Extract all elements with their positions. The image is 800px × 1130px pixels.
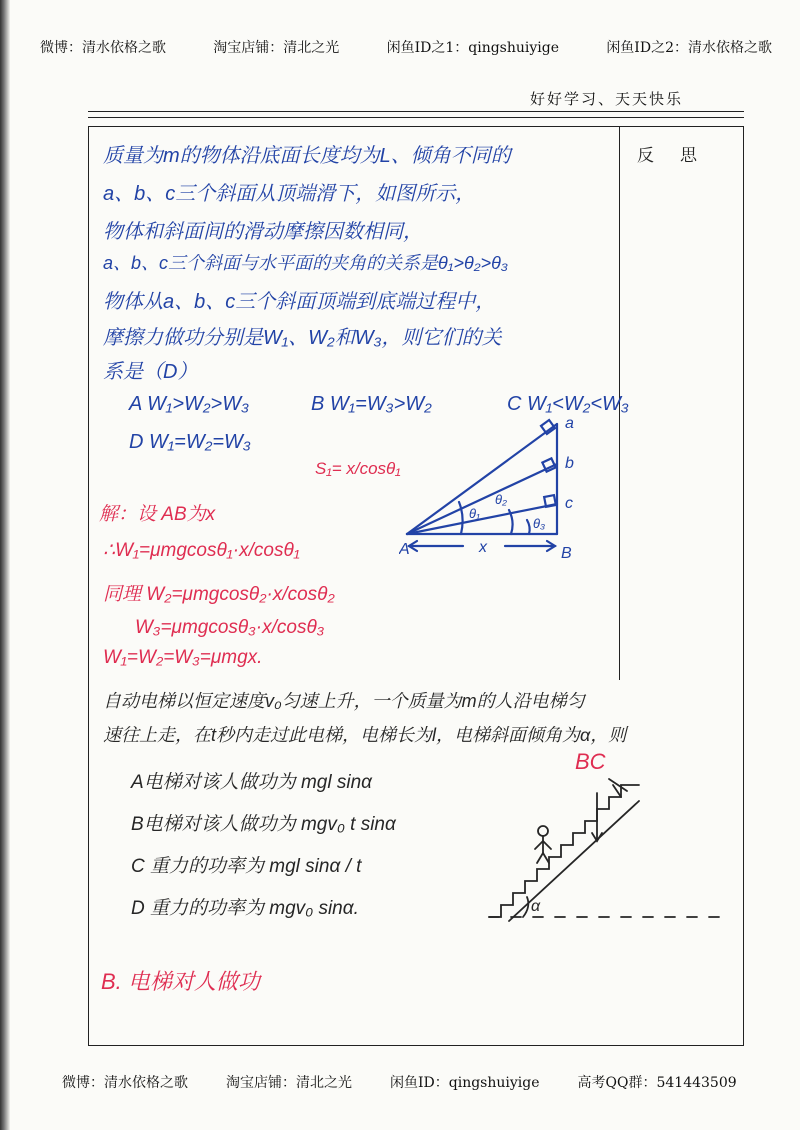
header-weibo: 微博：清水依格之歌 <box>40 40 166 56</box>
label-theta2: θ₂ <box>495 492 508 507</box>
p1-line-2: a、b、c三个斜面从顶端滑下，如图所示， <box>103 183 476 205</box>
p1-option-a: A W₁>W₂>W₃ <box>129 393 250 415</box>
p2-option-b: B电梯对该人做功为 mgv₀ t sinα <box>131 814 396 835</box>
p1-option-d: D W₁=W₂=W₃ <box>129 431 251 453</box>
p1-solution-2: ∴W₁=μmgcosθ₁·x/cosθ₁ <box>103 540 300 561</box>
p2-option-c: C 重力的功率为 mgl sinα / t <box>131 856 362 877</box>
footer-qq-group: 高考QQ群：541443509 <box>577 1075 737 1091</box>
label-a: a <box>565 415 574 432</box>
p1-line-1: 质量为m的物体沿底面长度均为L、倾角不同的 <box>103 145 511 167</box>
person-arm-right <box>543 841 551 849</box>
p1-s-formula: S₁= x/cosθ₁ <box>315 459 401 478</box>
person-leg-right <box>543 853 549 863</box>
angle-arc-1 <box>459 502 463 534</box>
label-theta1: θ₁ <box>469 506 481 521</box>
p1-solution-3: 同理 W₂=μmgcosθ₂·x/cosθ₂ <box>103 584 335 605</box>
p1-line-7: 系是（D） <box>103 361 198 383</box>
escalator-steps <box>489 785 639 917</box>
person-arm-left <box>535 841 543 849</box>
escalator-angle-label: α <box>531 898 541 915</box>
label-c: c <box>565 495 573 512</box>
p1-line-3: 物体和斜面间的滑动摩擦因数相同， <box>103 221 423 243</box>
footer-weibo: 微博：清水依格之歌 <box>62 1075 188 1091</box>
p2-answer-mark: BC <box>575 749 606 774</box>
header-rule-1 <box>88 111 744 112</box>
p1-solution-5: W₁=W₂=W₃=μmgx. <box>103 647 263 668</box>
person-leg-left <box>537 853 543 863</box>
velocity-strokes <box>609 779 627 797</box>
label-theta3: θ₃ <box>533 516 546 531</box>
p1-line-6: 摩擦力做功分别是W₁、W₂和W₃，则它们的关 <box>103 327 502 349</box>
person-head <box>538 826 548 836</box>
footer-taobao: 淘宝店铺：清北之光 <box>226 1075 352 1091</box>
p2-option-d: D 重力的功率为 mgv₀ sinα. <box>131 898 359 919</box>
label-A: A <box>399 541 410 558</box>
reflect-heading: 反思 <box>637 146 723 166</box>
header-xianyu-2: 闲鱼ID之2：清水依格之歌 <box>606 40 772 56</box>
escalator-diagram <box>479 771 729 931</box>
header-bar <box>40 35 772 59</box>
label-x: x <box>479 539 487 556</box>
block-a <box>541 420 555 434</box>
p1-line-4: a、b、c三个斜面与水平面的夹角的关系是θ₁>θ₂>θ₃ <box>103 253 509 273</box>
p2-option-a: A电梯对该人做功为 mgl sinα <box>131 772 372 793</box>
p1-option-c: C W₁<W₂<W₃ <box>507 393 629 415</box>
label-B: B <box>561 545 572 562</box>
page-binding-edge <box>0 0 10 1130</box>
header-rule-2 <box>88 117 744 118</box>
worksheet-frame <box>88 126 744 1046</box>
header-xianyu-1: 闲鱼ID之1：qingshuiyige <box>386 40 560 56</box>
p1-option-b: B W₁=W₃>W₂ <box>311 393 432 415</box>
p2-line-1: 自动电梯以恒定速度v₀匀速上升，一个质量为m的人沿电梯匀 <box>103 691 585 711</box>
incline-diagram <box>399 412 599 582</box>
block-c <box>544 495 556 507</box>
p1-line-5: 物体从a、b、c三个斜面顶端到底端过程中， <box>103 291 496 313</box>
p1-solution-1: 解：设 AB为x <box>99 504 216 525</box>
angle-arc-3 <box>527 520 530 534</box>
footer-bar <box>62 1072 750 1092</box>
header-motto: 好好学习、天天快乐 <box>530 90 684 108</box>
p2-note: B. 电梯对人做功 <box>101 969 260 994</box>
label-b: b <box>565 455 574 472</box>
p2-line-2: 速往上走，在t秒内走过此电梯，电梯长为l，电梯斜面倾角为α，则 <box>103 725 627 745</box>
header-taobao: 淘宝店铺：清北之光 <box>213 40 340 56</box>
footer-xianyu: 闲鱼ID：qingshuiyige <box>390 1075 540 1091</box>
p1-solution-4: W₃=μmgcosθ₃·x/cosθ₃ <box>135 617 325 638</box>
